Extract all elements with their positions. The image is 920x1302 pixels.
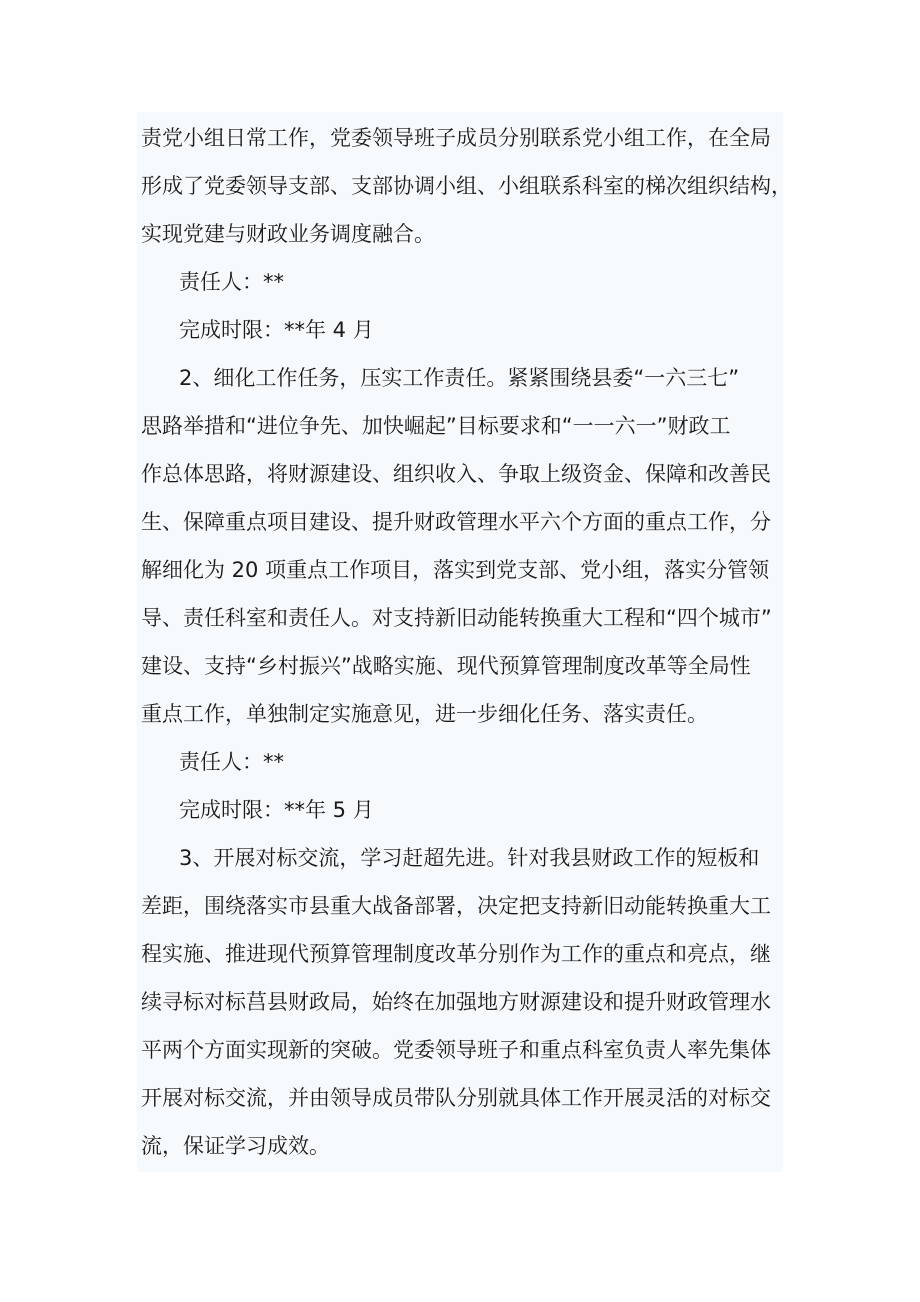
body-line: 作总体思路，将财源建设、组织收入、争取上级资金、保障和改善民 bbox=[141, 462, 771, 486]
item-heading-line: 2、细化工作任务，压实工作责任。紧紧围绕县委“一六三七” bbox=[179, 366, 740, 390]
body-line: 实现党建与财政业务调度融合。 bbox=[141, 222, 435, 246]
body-line: 差距，围绕落实市县重大战备部署，决定把支持新旧动能转换重大工 bbox=[141, 894, 771, 918]
item-heading-line: 3、开展对标交流，学习赶超先进。针对我县财政工作的短板和 bbox=[179, 846, 760, 870]
body-line: 流，保证学习成效。 bbox=[141, 1134, 330, 1158]
deadline-line: 完成时限：**年 4 月 bbox=[179, 318, 374, 342]
body-line: 平两个方面实现新的突破。党委领导班子和重点科室负责人率先集体 bbox=[141, 1038, 771, 1062]
body-line: 形成了党委领导支部、支部协调小组、小组联系科室的梯次组织结构， bbox=[141, 174, 792, 198]
body-line: 思路举措和“进位争先、加快崛起”目标要求和“一一六一”财政工 bbox=[141, 414, 731, 438]
document-body bbox=[137, 112, 792, 1172]
body-line: 续寻标对标莒县财政局，始终在加强地方财源建设和提升财政管理水 bbox=[141, 990, 771, 1014]
body-line: 开展对标交流，并由领导成员带队分别就具体工作开展灵活的对标交 bbox=[141, 1086, 771, 1110]
body-line: 责党小组日常工作，党委领导班子成员分别联系党小组工作，在全局 bbox=[141, 126, 771, 150]
responsible-person-line: 责任人：** bbox=[179, 270, 284, 294]
body-line: 重点工作，单独制定实施意见，进一步细化任务、落实责任。 bbox=[141, 702, 708, 726]
body-line: 生、保障重点项目建设、提升财政管理水平六个方面的重点工作，分 bbox=[141, 510, 771, 534]
deadline-line: 完成时限：**年 5 月 bbox=[179, 798, 374, 822]
body-line: 解细化为 20 项重点工作项目，落实到党支部、党小组，落实分管领 bbox=[141, 558, 770, 582]
body-line: 程实施、推进现代预算管理制度改革分别作为工作的重点和亮点，继 bbox=[141, 942, 771, 966]
body-line: 建设、支持“乡村振兴”战略实施、现代预算管理制度改革等全局性 bbox=[141, 654, 751, 678]
responsible-person-line: 责任人：** bbox=[179, 750, 284, 774]
body-line: 导、责任科室和责任人。对支持新旧动能转换重大工程和“四个城市” bbox=[141, 606, 772, 630]
